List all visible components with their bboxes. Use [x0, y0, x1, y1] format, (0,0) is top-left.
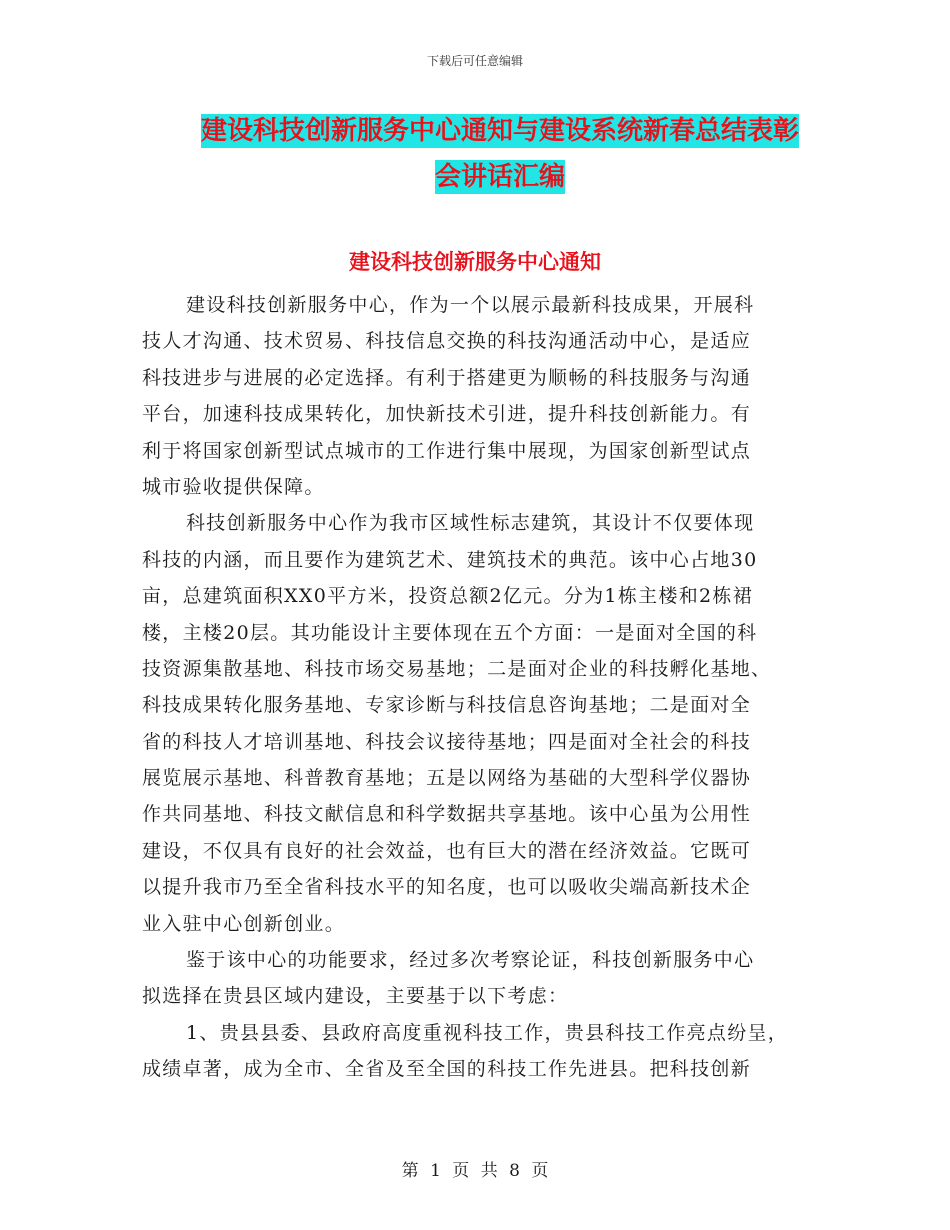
body-line: 建设科技创新服务中心，作为一个以展示最新科技成果，开展科 — [186, 294, 755, 316]
section-heading: 建设科技创新服务中心通知 — [349, 249, 601, 274]
body-line: 利于将国家创新型试点城市的工作进行集中展现，为国家创新型试点 — [142, 439, 752, 462]
body-line: 城市验收提供保障。 — [142, 475, 325, 498]
body-line: 科技进步与进展的必定选择。有利于搭建更为顺畅的科技服务与沟通 — [142, 366, 752, 389]
body-line: 拟选择在贵县区域内建设，主要基于以下考虑： — [142, 985, 569, 1008]
body-line: 展览展示基地、科普教育基地；五是以网络为基础的大型科学仪器协 — [142, 767, 752, 790]
document-title-line-1: 建设科技创新服务中心通知与建设系统新春总结表彰 — [200, 116, 799, 146]
body-line: 亩，总建筑面积XX0平方米，投资总额2亿元。分为1栋主楼和2栋裙 — [142, 585, 754, 608]
body-line: 技人才沟通、技术贸易、科技信息交换的科技沟通活动中心，是适应 — [142, 330, 752, 353]
body-line: 1、贵县县委、县政府高度重视科技工作，贵县科技工作亮点纷呈， — [186, 1021, 789, 1044]
body-line: 以提升我市乃至全省科技水平的知名度，也可以吸收尖端高新技术企 — [142, 876, 752, 899]
body-line: 省的科技人才培训基地、科技会议接待基地；四是面对全社会的科技 — [142, 730, 752, 753]
body-line: 业入驻中心创新创业。 — [142, 912, 346, 935]
body-line: 鉴于该中心的功能要求，经过多次考察论证，科技创新服务中心 — [186, 949, 755, 972]
body-line: 科技的内涵，而且要作为建筑艺术、建筑技术的典范。该中心占地30 — [142, 548, 758, 571]
page-number-footer: 第 1 页 共 8 页 — [401, 1161, 549, 1181]
body-line: 科技成果转化服务基地、专家诊断与科技信息咨询基地；二是面对全 — [142, 694, 752, 717]
body-line: 建设，不仅具有良好的社会效益，也有巨大的潜在经济效益。它既可 — [142, 839, 752, 862]
document-title — [150, 108, 850, 200]
page-header-note: 下载后可任意编辑 — [426, 54, 523, 68]
body-text — [142, 287, 812, 1088]
document-title-line-2: 会讲话汇编 — [434, 162, 565, 192]
body-line: 平台，加速科技成果转化，加快新技术引进，提升科技创新能力。有 — [142, 403, 752, 426]
body-line: 楼，主楼20层。其功能设计主要体现在五个方面：一是面对全国的科 — [142, 621, 758, 644]
body-line: 成绩卓著，成为全市、全省及至全国的科技工作先进县。把科技创新 — [142, 1058, 752, 1081]
body-line: 作共同基地、科技文献信息和科学数据共享基地。该中心虽为公用性 — [142, 803, 752, 826]
body-line: 科技创新服务中心作为我市区域性标志建筑，其设计不仅要体现 — [186, 512, 755, 535]
body-line: 技资源集散基地、科技市场交易基地；二是面对企业的科技孵化基地、 — [142, 657, 772, 680]
